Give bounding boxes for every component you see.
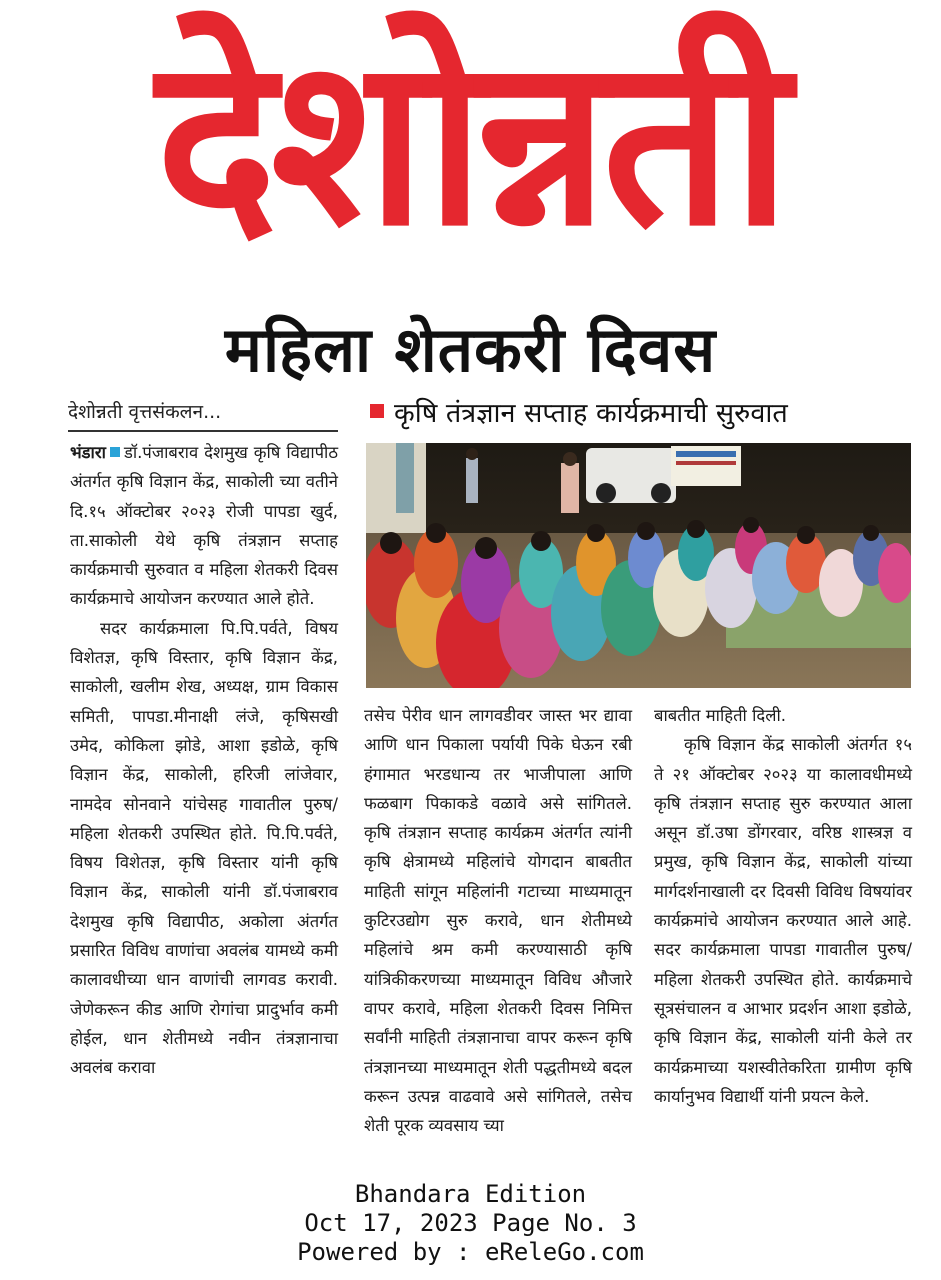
powered-by: Powered by : eReleGo.com <box>297 1238 644 1266</box>
article-headline: महिला शेतकरी दिवस <box>224 313 717 386</box>
article-column-3 <box>654 701 912 1111</box>
byline-divider <box>68 430 338 432</box>
body-paragraph: बाबतीत माहिती दिली. <box>654 706 787 725</box>
lead-text: डॉ.पंजाबराव देशमुख कृषि विद्यापीठ अंतर्गत कृषि विज्ञान केंद्र, साकोली च्या वतीने दि.१५ ऑक्टोबर २०२३ रोजी पापडा खुर्द, ता.साकोली येथे कृषि तंत्रज्ञान सप्ताह कार्यक्रमाची सुरुवात व महिला शेतकरी दिवस कार्यक्रमाचे आयोजन करण्यात आले होते. <box>70 443 338 609</box>
body-paragraph: सदर कार्यक्रमाला पि.पि.पर्वते, विषय विशेतज्ञ, कृषि विस्तार, कृषि विज्ञान केंद्र, साकोली, खलीम शेख, अध्यक्ष, ग्राम विकास समिती, पापडा.मीनाक्षी लंजे, कृषिसखी उमेद, कोकिला झोडे, आशा इडोळे, कृषि विज्ञान केंद्र, साकोली, हरिजी लांजेवार, नामदेव सोनवाने यांचेसह गावातील पुरुष/महिला शेतकरी उपस्थित होते. पि.पि.पर्वते, विषय विशेतज्ञ, कृषि विस्तार यांनी कृषि विज्ञान केंद्र, साकोली यांनी डॉ.पंजाबराव देशमुख कृषि विद्यापीठ, अकोला अंतर्गत प्रसारित विविध वाणांचा अवलंब यामध्ये कमी कालावधीच्या धान वाणांची लागवड करावी. जेणेकरून कीड आणि रोगांचा प्रादुर्भाव कमी होईल, धान शेतीमध्ये नवीन तंत्रज्ञानाचा अवलंब करावा <box>70 618 338 1078</box>
article-column-1 <box>70 438 338 1083</box>
event-photo <box>366 443 911 688</box>
body-paragraph: तसेच पेरीव धान लागवडीवर जास्त भर द्यावा आणि धान पिकाला पर्यायी पिके घेऊन रबी हंगामात भरडधान्य तर भाजीपाला आणि फळबाग पिकाकडे वळावे असे सांगितले. कृषि तंत्रज्ञान सप्ताह कार्यक्रम अंतर्गत त्यांनी कृषि क्षेत्रामध्ये महिलांचे योगदान बाबतीत माहिती सांगून महिलांनी गटाच्या माध्यमातून कुटिरउद्योग सुरु करावे, धान शेतीमध्ये महिलांचे श्रम कमी करण्यासाठी कृषि यांत्रिकीकरणच्या माध्यमातून विविध औजारे वापर करावे, महिला शेतकरी दिवस निमित्त सर्वांनी माहिती तंत्रज्ञानाचा वापर करून कृषि तंत्रज्ञानच्या माध्यमातून शेती पद्धतीमध्ये बदल करून उत्पन्न वाढवावे असे सांगितले, तसेच शेती पूरक व्यवसाय च्या <box>364 706 632 1136</box>
article-subhead <box>370 396 915 432</box>
article-column-2 <box>364 701 632 1140</box>
blue-square-icon <box>110 447 120 457</box>
body-paragraph: कृषि विज्ञान केंद्र साकोली अंतर्गत १५ ते २१ ऑक्टोबर २०२३ या कालावधीमध्ये कृषि तंत्रज्ञान सप्ताह सुरु करण्यात आला असून डॉ.उषा डोंगरवार, वरिष्ठ शास्त्रज्ञ व प्रमुख, कृषि विज्ञान केंद्र, साकोली यांच्या मार्गदर्शनाखाली दर दिवसी विविध विषयांवर कार्यक्रमांचे आयोजन करण्यात आले आहे. सदर कार्यक्रमाला पापडा गावातील पुरुष/महिला शेतकरी उपस्थित होते. कार्यक्रमाचे सूत्रसंचालन व आभार प्रदर्शन आशा इडोळे, कृषि विज्ञान केंद्र, साकोली यांनी केले तर कार्यक्रमाच्या यशस्वीतेकरिता ग्रामीण कृषि कार्यानुभव विद्यार्थी यांनी प्रयत्न केले. <box>654 735 912 1106</box>
newspaper-logo: देशोन्नती <box>156 7 785 277</box>
edition-footer <box>0 1180 941 1267</box>
masthead <box>0 0 941 300</box>
edition-date-page: Oct 17, 2023 Page No. 3 <box>304 1209 637 1237</box>
edition-name: Bhandara Edition <box>354 1180 587 1208</box>
lead-paragraph <box>70 438 338 614</box>
event-photo-illustration <box>366 443 911 688</box>
subhead-text: कृषि तंत्रज्ञान सप्ताह कार्यक्रमाची सुरुवात <box>394 398 788 429</box>
byline: देशोन्नती वृत्तसंकलन... <box>68 401 222 423</box>
red-square-bullet-icon <box>370 404 384 418</box>
dateline: भंडारा <box>70 443 106 462</box>
